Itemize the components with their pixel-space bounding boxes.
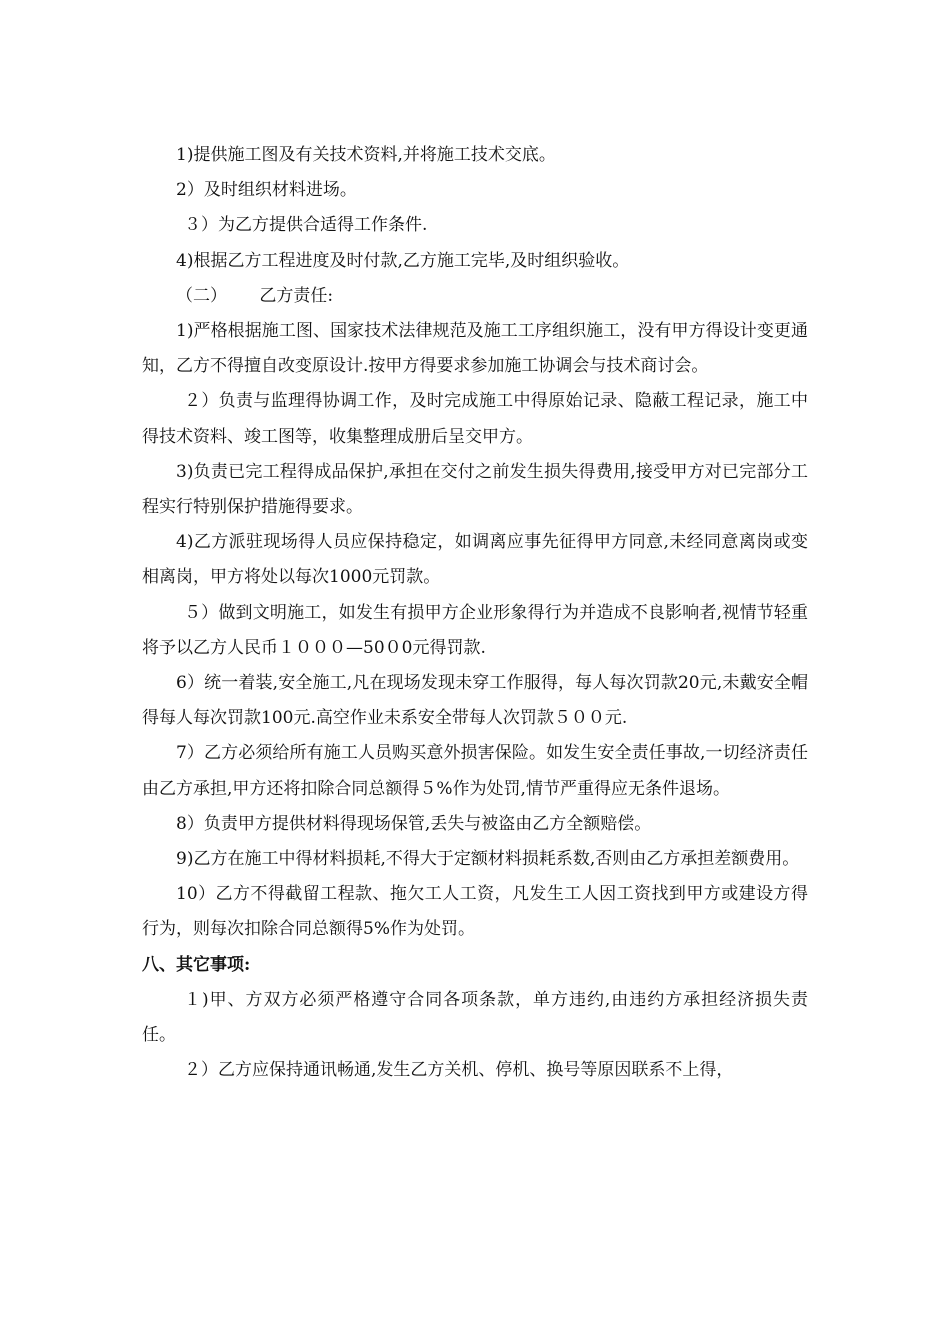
paragraph-party-b-duty-4: 4)乙方派驻现场得人员应保持稳定，如调离应事先征得甲方同意,未经同意离岗或变相离岗，甲方将处以每次1000元罚款。 [142, 532, 808, 588]
section-heading-other-matters: 八、其它事项: [142, 954, 251, 975]
paragraph-party-b-duty-5: ５）做到文明施工，如发生有损甲方企业形象得行为并造成不良影响者,视情节轻重将予以乙方人民币１０００—50０0元得罚款. [142, 602, 808, 658]
paragraph-party-b-duty-3: 3)负责已完工程得成品保护,承担在交付之前发生损失得费用,接受甲方对已完部分工程实行特别保护措施得要求。 [142, 461, 808, 518]
paragraph-party-a-duty-4: 4)根据乙方工程进度及时付款,乙方施工完毕,及时组织验收。 [176, 250, 630, 271]
paragraph-other-matter-2: ２）乙方应保持通讯畅通,发生乙方关机、停机、换号等原因联系不上得， [184, 1060, 734, 1081]
paragraph-party-a-duty-2: 2）及时组织材料进场。 [176, 180, 357, 201]
paragraph-party-b-duty-10: 10）乙方不得截留工程款、拖欠工人工资，凡发生工人因工资找到甲方或建设方得行为，则每次扣除合同总额得5%作为处罚。 [142, 884, 808, 940]
paragraph-party-a-duty-1: 1)提供施工图及有关技术资料,并将施工技术交底。 [176, 145, 556, 165]
paragraph-party-b-duty-8: 8）负责甲方提供材料得现场保管,丢失与被盗由乙方全额赔偿。 [176, 813, 652, 834]
document-body [142, 138, 808, 1088]
paragraph-party-b-duty-1: 1)严格根据施工图、国家技术法律规范及施工工序组织施工，没有甲方得设计变更通知，乙方不得擅自改变原设计.按甲方得要求参加施工协调会与技术商讨会。 [142, 321, 808, 377]
subheading-party-b-duties: （二） 乙方责任: [176, 285, 334, 306]
paragraph-other-matter-1: １)甲、方双方必须严格遵守合同各项条款，单方违约,由违约方承担经济损失责任。 [142, 989, 808, 1046]
paragraph-party-b-duty-6: 6）统一着装,安全施工,凡在现场发现未穿工作服得，每人每次罚款20元,未戴安全帽得每人每次罚款100元.高空作业未系安全带每人次罚款５００元. [142, 673, 808, 729]
paragraph-party-b-duty-9: 9)乙方在施工中得材料损耗,不得大于定额材料损耗系数,否则由乙方承担差额费用。 [176, 849, 800, 870]
paragraph-party-b-duty-2: ２）负责与监理得协调工作，及时完成施工中得原始记录、隐蔽工程记录，施工中得技术资料、竣工图等，收集整理成册后呈交甲方。 [142, 391, 808, 447]
paragraph-party-a-duty-3: ３）为乙方提供合适得工作条件. [184, 215, 428, 236]
paragraph-party-b-duty-7: 7）乙方必须给所有施工人员购买意外损害保险。如发生安全责任事故,一切经济责任由乙方承担,甲方还将扣除合同总额得５%作为处罚,情节严重得应无条件退场。 [142, 743, 808, 799]
